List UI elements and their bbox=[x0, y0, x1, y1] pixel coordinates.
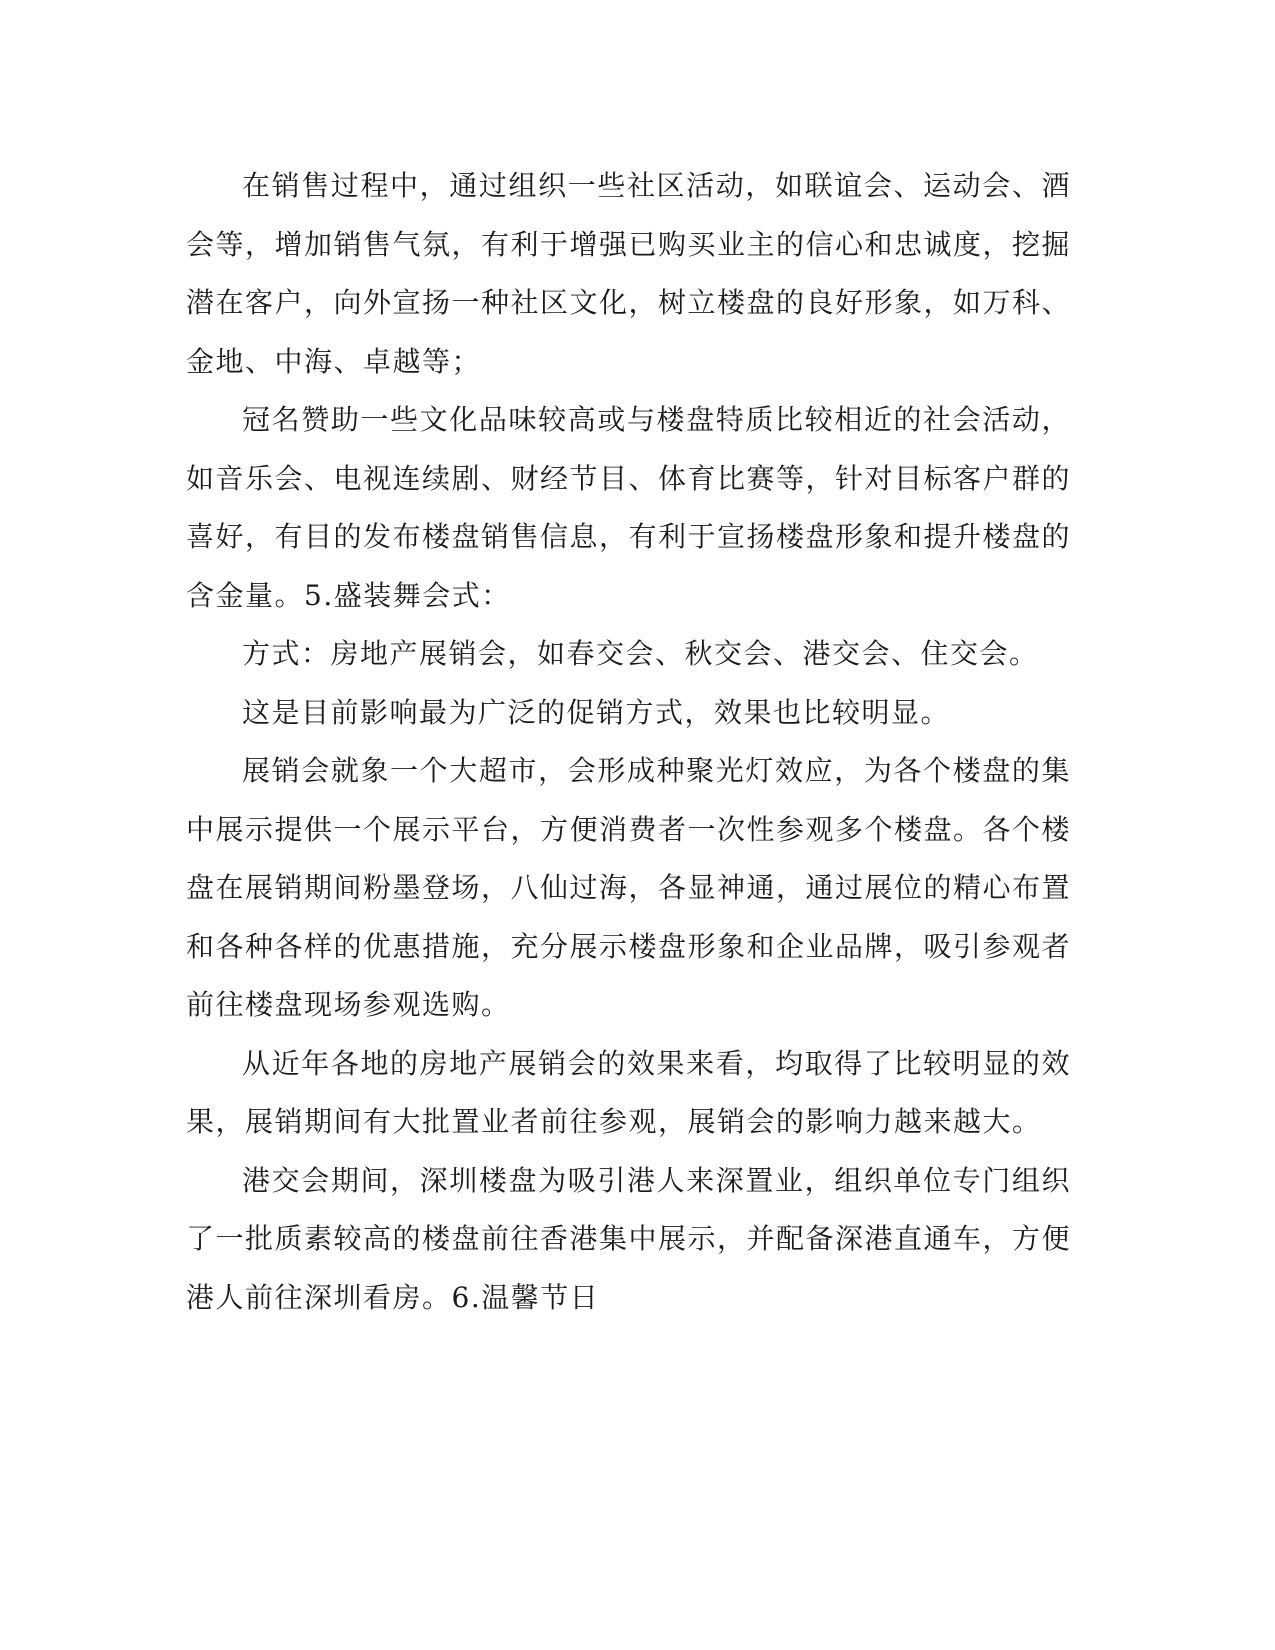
document-body bbox=[186, 157, 1071, 1327]
paragraph-sponsorship: 冠名赞助一些文化品味较高或与楼盘特质比较相近的社会活动，如音乐会、电视连续剧、财经节目、体育比赛等，针对目标客户群的喜好，有目的发布楼盘销售信息，有利于宣扬楼盘形象和提升楼盘的含金量。5.盛装舞会式： bbox=[186, 403, 1072, 612]
paragraph-exhibition-impact: 这是目前影响最为广泛的促销方式，效果也比较明显。 bbox=[242, 695, 951, 729]
paragraph-exhibition-supermarket: 展销会就象一个大超市，会形成种聚光灯效应，为各个楼盘的集中展示提供一个展示平台，方便消费者一次性参观多个楼盘。各个楼盘在展销期间粉墨登场，八仙过海，各显神通，通过展位的精心布置和各种各样的优惠措施，充分展示楼盘形象和企业品牌，吸引参观者前往楼盘现场参观选购。 bbox=[186, 754, 1072, 1021]
paragraph-exhibition-results: 从近年各地的房地产展销会的效果来看，均取得了比较明显的效果，展销期间有大批置业者前往参观，展销会的影响力越来越大。 bbox=[186, 1046, 1071, 1138]
paragraph-exhibition-method: 方式：房地产展销会，如春交会、秋交会、港交会、住交会。 bbox=[242, 637, 1039, 670]
paragraph-community-activities: 在销售过程中，通过组织一些社区活动，如联谊会、运动会、酒会等，增加销售气氛，有利于增强已购买业主的信心和忠诚度，挖掘潜在客户，向外宣扬一种社区文化，树立楼盘的良好形象，如万科、金地、中海、卓越等； bbox=[186, 169, 1072, 378]
paragraph-hong-kong-fair: 港交会期间，深圳楼盘为吸引港人来深置业，组织单位专门组织了一批质素较高的楼盘前往香港集中展示，并配备深港直通车，方便港人前往深圳看房。6.温馨节日 bbox=[186, 1163, 1072, 1314]
